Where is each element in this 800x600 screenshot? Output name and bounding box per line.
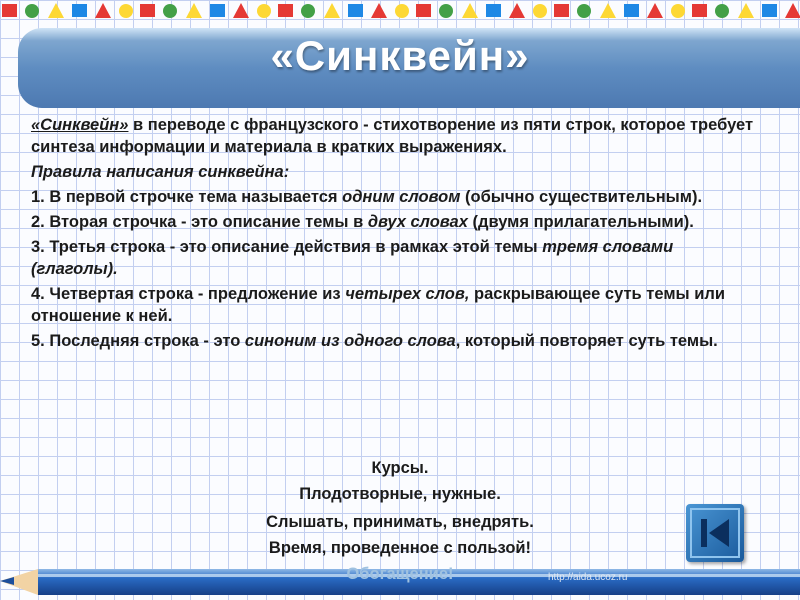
rule-emphasis: тремя словами (глаголы). (31, 238, 674, 278)
rule-emphasis: двух словах (367, 213, 468, 231)
rule-item-2 (31, 211, 761, 233)
slide-body (31, 114, 761, 355)
rule-item-1 (31, 186, 761, 208)
rule-item-3 (31, 236, 761, 280)
poem-line-4: Время, проведенное с пользой! (268, 539, 532, 557)
intro-paragraph (31, 114, 761, 158)
rule-text: 4. Четвертая строка - предложение из (31, 285, 346, 303)
rule-item-4 (31, 283, 761, 327)
term-highlight: «Синквейн» (31, 116, 129, 134)
slide-title: «Синквейн» (270, 32, 530, 79)
poem-line-1: Курсы. (371, 459, 429, 477)
shapes-row (2, 3, 800, 18)
poem-line-5: Обогащение! (346, 565, 454, 583)
poem-line-3: Слышать, принимать, внедрять. (266, 513, 534, 531)
rules-heading: Правила написания синквейна: (31, 163, 290, 181)
intro-text: в переводе с французского - стихотворение из пяти строк, которое требует синтеза информации и материала в кратких выражениях. (31, 116, 754, 156)
rule-text: , который повторяет суть темы. (455, 332, 718, 350)
rule-emphasis: одним словом (342, 188, 461, 206)
rule-text: 1. В первой строчке тема называется (31, 188, 343, 206)
rule-emphasis: четырех слов, (345, 285, 470, 303)
rule-emphasis: синоним из одного слова (244, 332, 456, 350)
rule-text: 3. Третья строка - это описание действия в рамках этой темы (31, 238, 543, 256)
skip-to-first-icon (686, 504, 744, 562)
rule-item-5 (31, 330, 761, 352)
rule-text: (обычно существительным). (460, 188, 703, 206)
watermark-url: http://aida.ucoz.ru (548, 572, 628, 583)
rule-text: раскрывающее суть темы или отношение к ней. (31, 285, 725, 325)
decorative-shapes-strip (0, 0, 800, 24)
go-to-first-slide-button[interactable] (686, 504, 744, 562)
rule-text: (двумя прилагательными). (467, 213, 694, 231)
rule-text: 2. Вторая строчка - это описание темы в (31, 213, 368, 231)
rule-text: 5. Последняя строка - это (31, 332, 245, 350)
poem-line-2: Плодотворные, нужные. (299, 485, 501, 503)
